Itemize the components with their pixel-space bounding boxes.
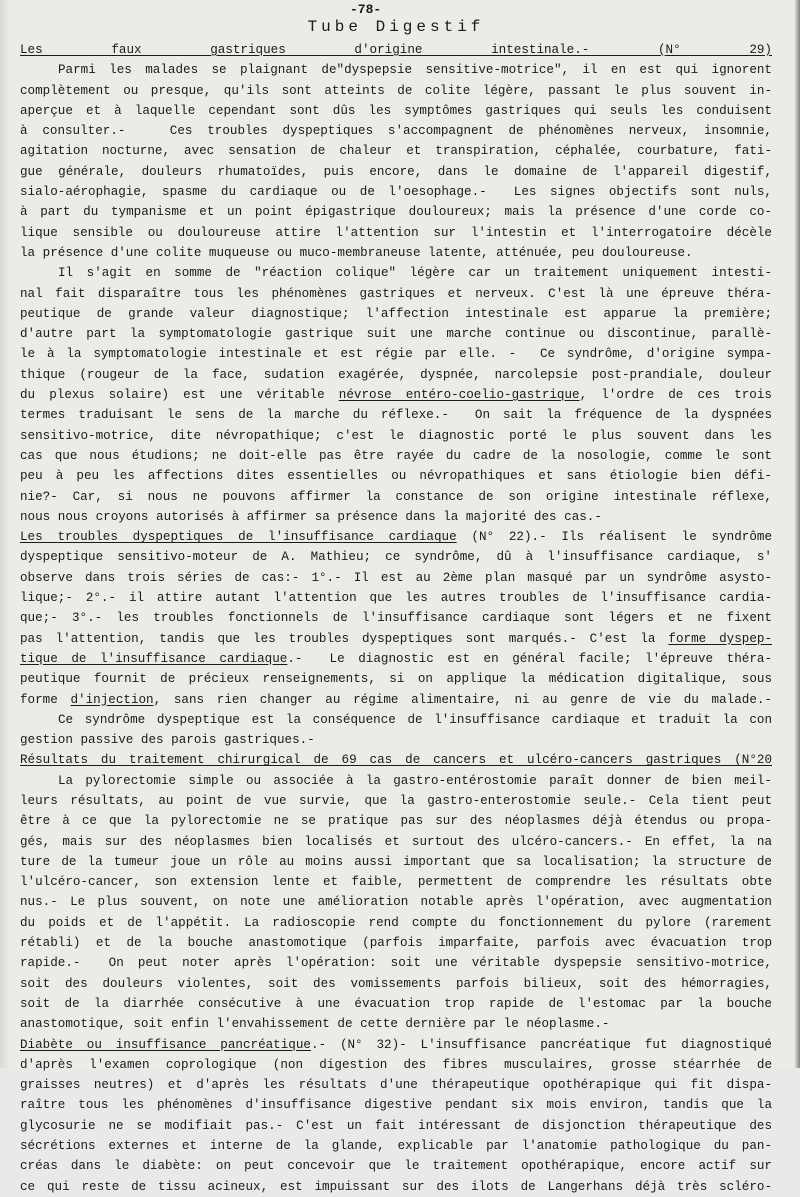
text-line: le à la symptomatologie intestinale et est régie par elle. - Ce syndrôme, d'origine sympa- [20, 347, 772, 362]
text-line: observe dans trois séries de cas:- 1°.- Il est au 2ème plan masqué par un syndrôme asysto- [20, 570, 772, 585]
text-line: cas que nous étudions; ne doit-elle pas être rayée du cadre de la nosologie, comme le sont [20, 448, 772, 463]
text-line: leurs résultats, au point de vue survie, que la gastro-enterostomie seule.- Cela tient peut [20, 793, 772, 808]
text-line: dyspeptique sensitivo-moteur de A. Mathieu; ce syndrôme, dû à l'insuffisance cardiaque, s' [20, 550, 772, 565]
text-line: agitation nocturne, avec sensation de chaleur et transpiration, céphalée, courbature, fati- [20, 144, 772, 159]
text-line: gestion passive des parois gastriques.- [20, 733, 315, 748]
text-line: soit des douleurs violentes, soit des vomissements parfois bilieux, soit des hémorragies, [20, 976, 772, 991]
text-line: peu à peu les affections dites essentielles ou névropathiques et sans étiologie bien défi- [20, 469, 772, 484]
text-line: complètement ou presque, qu'ils sont atteints de colite légère, passant le plus souvent in- [20, 83, 772, 98]
text-line: Ce syndrôme dyspeptique est la conséquence de l'insuffisance cardiaque et traduit la con [58, 712, 772, 727]
text-line: ture de la tumeur joue un rôle au moins aussi important que sa localisation; la structure de [20, 854, 772, 869]
text-line: nous nous croyons autorisés à affirmer sa présence dans la majorité des cas.- [20, 509, 602, 524]
page-header: Tube Digestif [307, 18, 485, 36]
underlined-phrase: forme dyspep- [668, 631, 773, 646]
text-line: graisses neutres) et d'après les résultats d'une thérapeutique opothérapique qui fit dispa- [20, 1078, 772, 1093]
body-text [20, 40, 772, 1197]
text-line: glycosurie ne se modifiait pas.- C'est un fait intéressant de disjonction thérapeutique des [20, 1118, 772, 1133]
text-line: lique sensible ou douloureuse attire l'attention sur l'intestin et l'interrogatoire décèle [20, 225, 772, 240]
page-number: -78- [350, 2, 382, 17]
text-line: créas dans le diabète: on peut concevoir que le traitement opothérapique, encore actif sur [20, 1159, 772, 1174]
text-line: Les troubles dyspeptiques de l'insuffisance cardiaque (N° 22).- Ils réalisent le syndrôme [20, 530, 773, 545]
text-line: Il s'agit en somme de "réaction colique" légère car un traitement uniquement intesti- [58, 266, 772, 281]
text-line: lique;- 2°.- il attire autant l'attention que les autres troubles de l'insuffisance cardia- [20, 591, 772, 606]
text-line: d'autre part la symptomatologie gastrique suit une marche continue ou discontinue, parallè- [20, 327, 772, 342]
text-line: Résultats du traitement chirurgical de 69 cas de cancers et ulcéro-cancers gastriques (N°20 [20, 753, 772, 768]
underlined-phrase: tique de l'insuffisance cardiaque [20, 651, 288, 666]
underlined-phrase: Diabète ou insuffisance pancréatique [20, 1037, 311, 1052]
text-line: sécrétions externes et interne de la glande, explicable par l'anatomie pathologique du pan- [20, 1139, 772, 1154]
text-line: rapide.- On peut noter après l'opération: soit une véritable dyspepsie sensitivo-motrice, [20, 956, 772, 971]
text-line: sensitivo-motrice, dite névropathique; c'est le diagnostic porté le plus souvent dans les [20, 428, 772, 443]
text-line: à part du tympanisme et un point épigastrique douloureux; mais la présence d'une corde co- [20, 205, 772, 220]
text-line: anastomotique, soit enfin l'envahissement de cette dernière par le néoplasme.- [20, 1017, 610, 1032]
text-line: que;- 3°.- les troubles fonctionnels de l'insuffisance cardiaque sont légers et ne fixent [20, 611, 772, 626]
text-line: Diabète ou insuffisance pancréatique.- (N° 32)- L'insuffisance pancréatique fut diagnostiqué [20, 1037, 772, 1052]
text-line: aperçue et à laquelle cependant sont dûs les symptômes gastriques qui seuls les conduisent [20, 103, 772, 118]
text-line: thique (rougeur de la face, sudation exagérée, dyspnée, narcolepsie post-prandiale, douleur [20, 367, 772, 382]
underlined-phrase: Les troubles dyspeptiques de l'insuffisance cardiaque [20, 530, 457, 545]
text-line: du plexus solaire) est une véritable névrose entéro-coelio-gastrique, l'ordre de ces trois [20, 388, 772, 403]
text-line: nal fait disparaître tous les phénomènes gastriques et nerveux. C'est là une épreuve théra- [20, 286, 772, 301]
text-line: Parmi les malades se plaignant de"dyspepsie sensitive-motrice", il en est qui ignorent [58, 63, 772, 78]
text-line: pas l'attention, tandis que les troubles dyspeptiques sont marqués.- C'est la forme dyspep- [20, 631, 773, 646]
text-line: ce qui reste de tissu acineux, est impuissant sur des ilots de Langerhans déjà très scléro- [20, 1179, 772, 1194]
text-line: du poids et de l'appétit. La radioscopie rend compte du fonctionnement du pylore (rarement [20, 915, 772, 930]
text-line: soit de la diarrhée consécutive à une évacuation trop rapide de l'estomac par la bouche [20, 996, 772, 1011]
text-line: peutique de grande valeur diagnostique; l'affection intestinale est apparue la première; [20, 306, 772, 321]
text-line: la présence d'une colite muqueuse ou muco-membraneuse latente, atténuée, peu douloureuse. [20, 245, 693, 260]
text-line: nie?- Car, si nous ne pouvons affirmer la constance de son origine intestinale réflexe, [20, 489, 772, 504]
text-line: Les faux gastriques d'origine intestinale.- (N° 29) [20, 43, 772, 57]
page-shadow-right [794, 0, 800, 1068]
underlined-phrase: d'injection [70, 692, 154, 707]
text-line: raître tous les phénomènes d'insuffisance digestive pendant six mois environ, tandis que la [20, 1098, 772, 1113]
text-line: forme d'injection, sans rien changer au régime alimentaire, ni au genre de vie du malade.- [20, 692, 772, 707]
page-shadow-left [0, 0, 10, 1068]
text-line: à consulter.- Ces troubles dyspeptiques s'accompagnent de phénomènes nerveux, insomnie, [20, 124, 772, 139]
text-line: peutique fournit de précieux renseignements, si on applique la médication digitalique, sous [20, 672, 772, 687]
text-line: être à ce que la pylorectomie ne se pratique pas sur des néoplasmes déjà étendus ou propa- [20, 814, 772, 829]
text-line: gés, mais sur des néoplasmes bien localisés et surtout des ulcéro-cancers.- En effet, la na [20, 834, 772, 849]
text-line: rétabli) et de la bouche anastomotique (parfois imparfaite, parfois avec évacuation trop [20, 936, 772, 951]
text-line: l'ulcéro-cancer, son extension lente et faible, permettent de comprendre les résultats obte [20, 875, 772, 890]
underlined-phrase: névrose entéro-coelio-gastrique [338, 388, 580, 403]
text-line: nus.- Le plus souvent, on note une amélioration notable après l'opération, avec augmentation [20, 895, 772, 910]
text-line: tique de l'insuffisance cardiaque.- Le diagnostic est en général facile; l'épreuve théra- [20, 651, 772, 666]
text-line: La pylorectomie simple ou associée à la gastro-entérostomie paraît donner de bien meil- [58, 773, 772, 788]
text-line: d'après l'examen coprologique (non digestion des fibres musculaires, grosse stéarrhée de [20, 1057, 772, 1072]
text-line: sialo-aérophagie, spasme du cardiaque ou de l'oesophage.- Les signes objectifs sont nuls, [20, 185, 772, 200]
text-line: gue générale, douleurs rhumatoïdes, puis encore, dans le domaine de l'appareil digestif, [20, 164, 772, 179]
text-line: termes traduisant le sens de la marche du réflexe.- On sait la fréquence de la dyspnées [20, 408, 772, 423]
